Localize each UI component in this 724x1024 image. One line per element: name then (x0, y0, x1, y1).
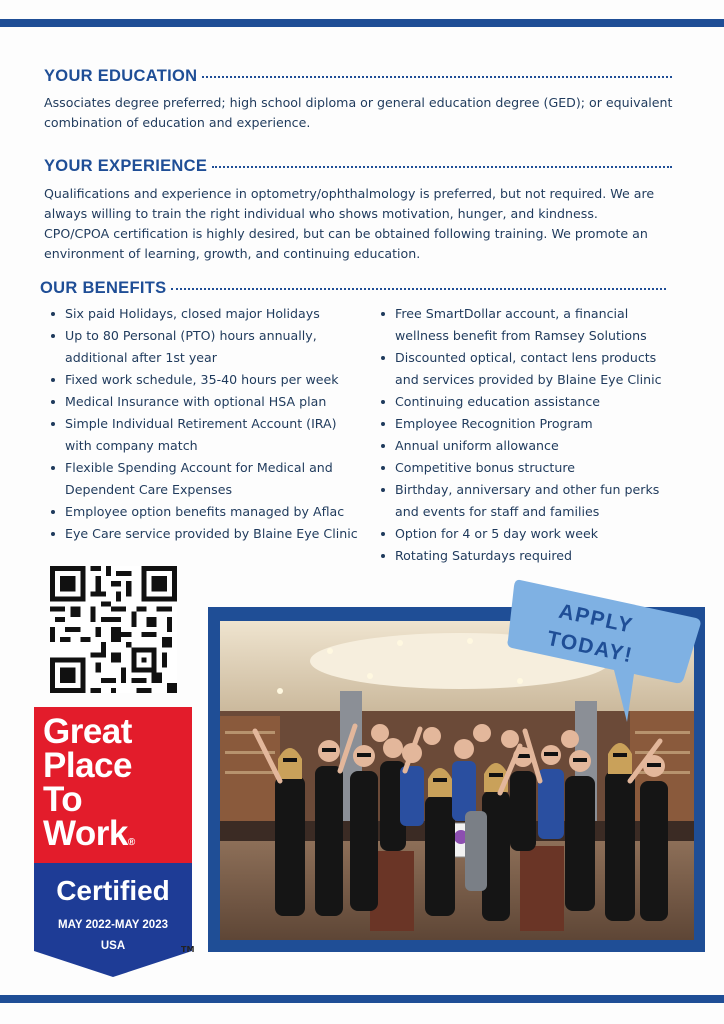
benefits-list-left (48, 303, 358, 545)
badge-certified: Certified (56, 875, 170, 906)
list-item: Free SmartDollar account, a financial wellness benefit from Ramsey Solutions (378, 303, 682, 347)
list-item: Competitive bonus structure (378, 457, 682, 479)
list-item: Option for 4 or 5 day work week (378, 523, 682, 545)
great-place-to-work-badge (34, 707, 195, 977)
top-border (0, 19, 724, 27)
benefits-list-right (378, 303, 682, 567)
list-item: Up to 80 Personal (PTO) hours annually, additional after 1st year (48, 325, 358, 369)
list-item: Rotating Saturdays required (378, 545, 682, 567)
list-item: Flexible Spending Account for Medical and Dependent Care Expenses (48, 457, 358, 501)
badge-dates: MAY 2022-MAY 2023 (58, 919, 168, 931)
benefits-heading: OUR BENEFITS (40, 279, 666, 298)
badge-country: USA (100, 940, 126, 952)
bottom-border (0, 995, 724, 1003)
list-item: Eye Care service provided by Blaine Eye Clinic (48, 523, 358, 545)
experience-text: Qualifications and experience in optometry/ophthalmology is preferred, but not required. We are always willing to train the right individual who shows motivation, hunger, and kindness. CPO/CPOA certification is highly desired, but can be obtained following training. We promote an environment of learning, growth, and continuing education. (44, 186, 655, 261)
list-item: Discounted optical, contact lens products and services provided by Blaine Eye Clinic (378, 347, 682, 391)
list-item: Medical Insurance with optional HSA plan (48, 391, 358, 413)
list-item: Employee Recognition Program (378, 413, 682, 435)
list-item: Annual uniform allowance (378, 435, 682, 457)
badge-title: Great Place To Work® (43, 712, 135, 853)
education-text: Associates degree preferred; high school diploma or general education degree (GED); or equivalent combination of education and experience. (44, 95, 673, 130)
qr-code[interactable] (50, 566, 177, 693)
list-item: Six paid Holidays, closed major Holidays (48, 303, 358, 325)
list-item: Continuing education assistance (378, 391, 682, 413)
education-heading: YOUR EDUCATION (44, 67, 672, 86)
list-item: Employee option benefits managed by Aflac (48, 501, 358, 523)
experience-heading: YOUR EXPERIENCE (44, 157, 672, 176)
list-item: Birthday, anniversary and other fun perks and events for staff and families (378, 479, 682, 523)
trademark-mark: TM (181, 945, 195, 954)
apply-today-text[interactable]: APPLY TODAY! (544, 599, 636, 668)
list-item: Fixed work schedule, 35-40 hours per week (48, 369, 358, 391)
list-item: Simple Individual Retirement Account (IRA) with company match (48, 413, 358, 457)
